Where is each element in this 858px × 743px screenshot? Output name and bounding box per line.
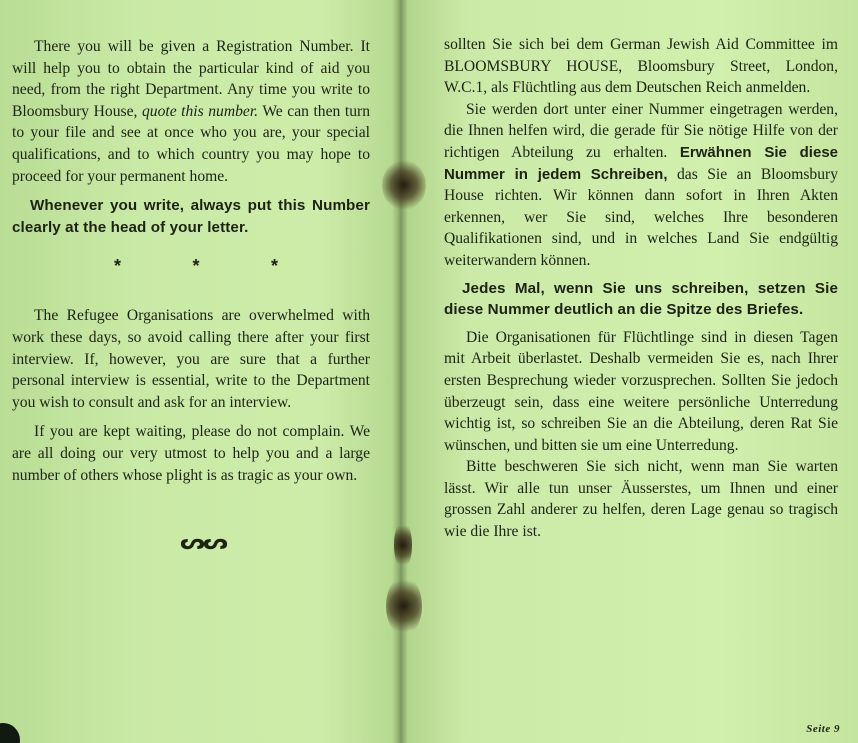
stain-mark bbox=[386, 576, 422, 636]
mention-number-bold: Erwähnen Sie diese Nummer in jedem Schreiben, bbox=[444, 143, 838, 183]
star-1: * bbox=[114, 256, 122, 277]
registration-text-end: We can then turn to your file and see at once who you are, your special qualifications, and to which country you may hope to proceed for your permanent home. bbox=[12, 102, 370, 185]
waiting-paragraph: If you are kept waiting, please do not complain. We are all doing our very utmost to help you and a large number of others whose plight is as tragic as your own. bbox=[12, 423, 370, 484]
number-paragraph bbox=[444, 99, 838, 272]
organisations-paragraph: The Refugee Organisations are overwhelmed with work these days, so avoid calling there after your first interview. If, however, you are sure that a further personal interview is essential, write to the Department you wish to consult and ask for an interview. bbox=[12, 307, 370, 411]
quote-number-emphasis: quote this number. bbox=[141, 102, 259, 120]
separator-stars bbox=[114, 256, 278, 277]
stain-mark bbox=[394, 520, 412, 570]
register-paragraph: sollten Sie sich bei dem German Jewish Aid Committee im BLOOMSBURY HOUSE, Bloomsbury Street, London, W.C.1, als Flüchtling aus dem Deutschen Reich anmelden. bbox=[444, 36, 838, 97]
waiting-paragraph-de: Bitte beschweren Sie sich nicht, wenn man Sie warten lässt. Wir alle tun unser Äusserstes, um Ihnen und einer grossen Zahl anderer zu helfen, deren Lage genau so tragisch wie die Ihre ist. bbox=[444, 458, 838, 541]
number-text-end: das Sie an Bloomsbury House richten. Wir können dann sofort in Ihren Akten erkennen, wer Sie sind, welches Ihre besonderen Qualifikationen sind, und in welches Land Sie endgültig weiterwandern können. bbox=[444, 165, 838, 269]
registration-paragraph bbox=[12, 36, 370, 187]
registration-text: There you will be given a Registration Number. It will help you to obtain the particular kind of aid you need, from the right Department. Any time you write to Bloomsbury House, bbox=[12, 38, 370, 120]
stain-mark bbox=[382, 160, 426, 210]
right-page bbox=[398, 0, 858, 743]
star-3: * bbox=[270, 256, 278, 277]
number-text: Sie werden dort unter einer Nummer eingetragen werden, die Ihnen helfen wird, die gerade für Sie nötige Hilfe von der richtigen Abteilung zu erhalten. bbox=[444, 100, 838, 161]
write-instruction-bold-de: Jedes Mal, wenn Sie uns schreiben, setzen Sie diese Nummer deutlich an die Spitze des Briefes. bbox=[444, 279, 838, 319]
left-page bbox=[0, 0, 398, 743]
ornament-icon: ᔕᔕ bbox=[180, 530, 226, 556]
write-instruction-bold: Whenever you write, always put this Number clearly at the head of your letter. bbox=[12, 197, 370, 236]
page-number: Seite 9 bbox=[806, 723, 840, 735]
star-2: * bbox=[192, 256, 200, 277]
organisations-paragraph-de: Die Organisationen für Flüchtlinge sind in diesen Tagen mit Arbeit überlastet. Deshalb vermeiden Sie es, nach Ihrer ersten Besprechung wieder vorzusprechen. Sollten Sie jedoch überzeugt sein, dass eine weitere persönliche Unterredung wichtig ist, so schreiben Sie an die Abteilung, deren Rat Sie wünschen, und bitten sie um eine Unterredung. bbox=[444, 328, 838, 454]
